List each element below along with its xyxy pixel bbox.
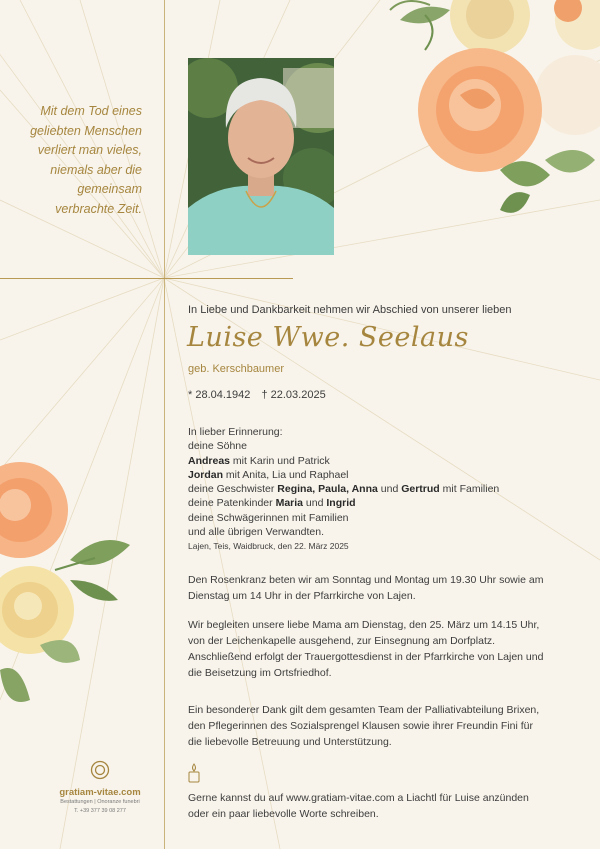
mourners-line — [188, 496, 528, 510]
quote-line: gemeinsam — [77, 182, 142, 196]
mourners-heading: In lieber Erinnerung: — [188, 426, 283, 438]
quote-line: Mit dem Tod eines — [40, 104, 142, 118]
mourner-detail: mit Anita, Lia und Raphael — [223, 468, 349, 481]
mourner-detail: deine Geschwister — [188, 483, 278, 496]
mourner-detail: mit Familien — [439, 483, 500, 496]
rose-decoration-top-right — [380, 0, 600, 240]
mourner-detail: mit Karin und Patrick — [230, 454, 330, 467]
quote-line: geliebten Menschen — [30, 123, 142, 138]
funeral-text: Wir begleiten unsere liebe Mama am Dienstag, den 25. März um 14.15 Uhr, von der Leichenkapelle ausgehend, zur Einsegnung am Dorfplatz. Anschließend erfolgt der Trauergottesdienst in der Pfarrkirche von Lajen und die Beisetzung im Ortsfriedhof. — [188, 619, 544, 679]
life-dates — [188, 389, 334, 401]
candle-text: Gerne kannst du auf www.gratiam-vitae.com a Liachtl für Luise anzünden oder ein paar liebevolle Worte schreiben. — [188, 792, 529, 820]
quote-line: verbrachte Zeit. — [55, 201, 142, 216]
logo-site: gratiam-vitae.com — [59, 787, 141, 798]
mourners-line: und alle übrigen Verwandten. — [188, 526, 325, 539]
mourners-line: deine Söhne — [188, 440, 247, 453]
mourner-name: Gertrud — [401, 483, 440, 496]
mourners-line — [188, 454, 528, 468]
intro-text: In Liebe und Dankbarkeit nehmen wir Abschied von unserer lieben — [188, 304, 512, 316]
mourners-line — [188, 468, 528, 482]
death-date: † 22.03.2025 — [261, 389, 326, 401]
maiden-name: geb. Kerschbaumer — [188, 363, 284, 375]
mourner-name: Ingrid — [326, 497, 356, 510]
memorial-quote — [10, 102, 142, 219]
mourner-detail: und — [303, 497, 327, 510]
quote-line: verliert man vieles, — [37, 143, 142, 157]
mourner-name: Jordan — [188, 468, 224, 481]
thanks-text: Ein besonderer Dank gilt dem gesamten Team der Palliativabteilung Brixen, den Pflegerinnen des Sozialsprengel Klausen sowie ihrer Freundin Fini für die liebevolle Betreuung und Unterstützung. — [188, 704, 540, 748]
cross-horizontal-line — [0, 278, 293, 279]
portrait-photo — [188, 58, 334, 255]
quote-line: niemals aber die — [50, 162, 142, 177]
mourners-line: deine Schwägerinnen mit Familien — [188, 511, 349, 524]
mourners-list — [188, 425, 528, 539]
logo-subtitle: Bestattungen | Onoranze funebri — [60, 799, 140, 805]
mourner-name: Andreas — [188, 454, 231, 467]
candle-icon — [187, 763, 201, 783]
place-date: Lajen, Teis, Waidbruck, den 22. März 2025 — [188, 541, 349, 551]
logo-phone: T. +39 377 39 08 277 — [74, 808, 126, 814]
mourner-detail: und — [377, 483, 402, 496]
funeral-home-logo[interactable] — [50, 760, 150, 816]
mourner-name: Regina, Paula, Anna — [277, 483, 378, 496]
mourners-line — [188, 482, 528, 496]
rose-decoration-bottom-left — [0, 430, 140, 730]
mourner-detail: deine Patenkinder — [188, 497, 276, 510]
birth-date: * 28.04.1942 — [188, 389, 251, 401]
cross-vertical-line — [164, 0, 165, 849]
gratiam-vitae-logo-icon — [90, 760, 110, 780]
mourner-name: Maria — [275, 497, 304, 510]
deceased-name: Luise Wwe. Seelaus — [187, 322, 469, 353]
rosary-text: Den Rosenkranz beten wir am Sonntag und Montag um 19.30 Uhr sowie am Dienstag um 14 Uhr in der Pfarrkirche von Lajen. — [188, 574, 544, 602]
